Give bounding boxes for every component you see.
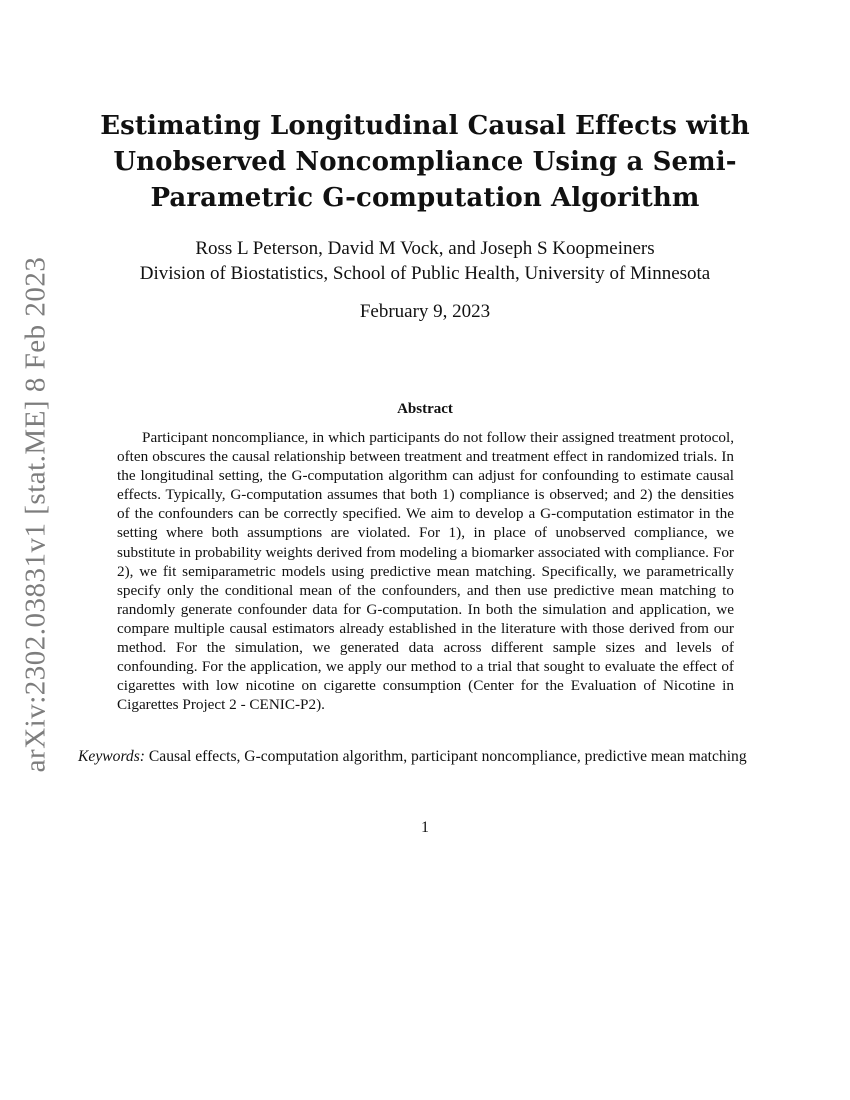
abstract-text: Participant noncompliance, in which participants do not follow their assigned treatment protocol, often obscures the causal relationship between treatment and treatment effect in randomized trials. In the longitudinal setting, the G-computation algorithm can adjust for confounding to estimate causal effects. Typically, G-computation assumes that both 1) compliance is observed; and 2) the densities of the confounders can be correctly specified. We aim to develop a G-computation estimator in the setting where both assumptions are violated. For 1), in place of unobserved compliance, we substitute in probability weights derived from modeling a biomarker associated with compliance. For 2), we fit semiparametric models using predictive mean matching. Specifically, we parametrically specify only the conditional mean of the confounders, and then use predictive mean matching to randomly generate confounder data for G-computation. In both the simulation and application, we compare multiple causal estimators already established in the literature with those derived from our method. For the simulation, we generated data across different sample sizes and levels of confounding. For the application, we apply our method to a trial that sought to evaluate the effect of cigarettes with low nicotine on cigarette consumption (Center for the Evaluation of Nicotine in Cigarettes Project 2 - CENIC-P2). <box>117 429 734 714</box>
arxiv-watermark <box>14 256 58 772</box>
keywords-text: Causal effects, G-computation algorithm, participant noncompliance, predictive mean matching <box>148 748 747 765</box>
author-names: Ross L Peterson, David M Vock, and Joseph S Koopmeiners <box>195 238 655 259</box>
paper-date: February 9, 2023 <box>359 301 491 322</box>
author-affiliation: Division of Biostatistics, School of Public Health, University of Minnesota <box>139 263 711 284</box>
abstract-heading: Abstract <box>397 401 453 417</box>
arxiv-id-label: arXiv:2302.03831v1 [stat.ME] 8 Feb 2023 <box>19 256 52 772</box>
author-block <box>80 236 770 286</box>
page-number: 1 <box>421 819 429 836</box>
keywords-section <box>78 746 773 767</box>
paper-title: Estimating Longitudinal Causal Effects with Unobserved Noncompliance Using a Semi-Parametric G-computation Algorithm <box>100 111 750 213</box>
keywords-label: Keywords: <box>78 748 145 765</box>
